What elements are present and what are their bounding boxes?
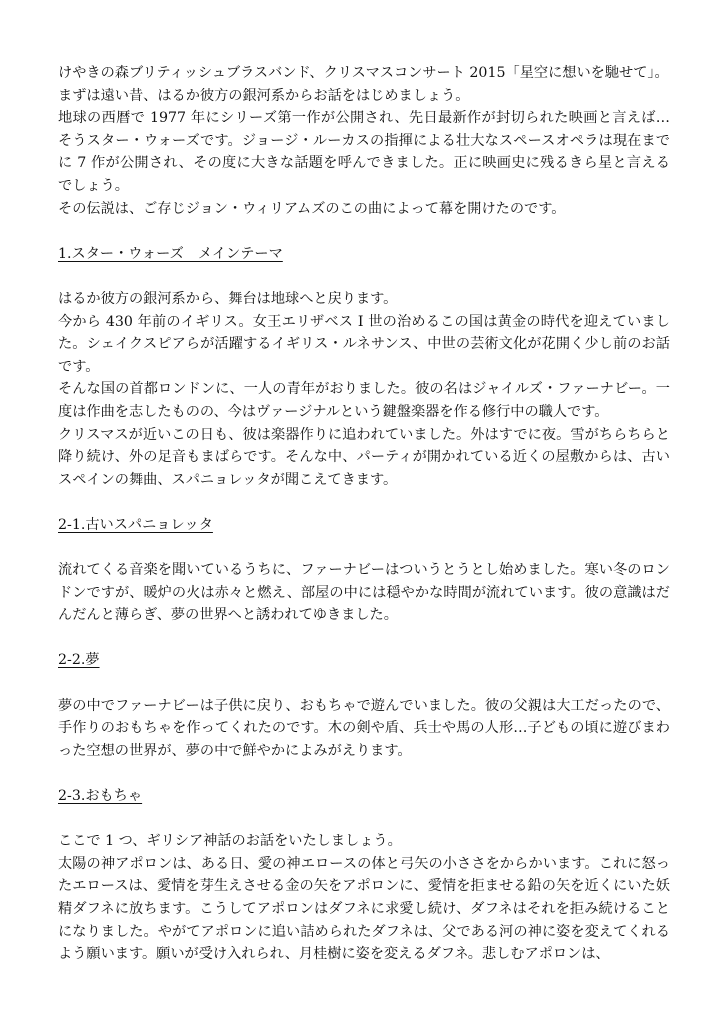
section-1-paragraph-2: 今から 430 年前のイギリス。女王エリザベス I 世の治めるこの国は黄金の時代を迎えていました。シェイクスピアらが活躍するイギリス・ルネサンス、中世の芸術文化が花開く少し前のお話です。 xyxy=(58,313,670,375)
section-2-3-paragraph-2: 太陽の神アポロンは、ある日、愛の神エロースの体と弓矢の小ささをからかいます。これに怒ったエロースは、愛情を芽生えさせる金の矢をアポロンに、愛情を拒ませる鉛の矢を近くにいた妖精ダフネに放ちます。こうしてアポロンはダフネに求愛し続け、ダフネはそれを拒み続けることになりました。やがてアポロンに追い詰められたダフネは、父である河の神に姿を変えてくれるよう願います。願いが受け入れられ、月桂樹に姿を変えるダフネ。悲しむアポロンは、 xyxy=(58,855,670,963)
section-heading-2-2 xyxy=(58,649,670,672)
section-2-3-paragraph-1: ここで 1 つ、ギリシア神話のお話をいたしましょう。 xyxy=(58,833,402,850)
section-heading-2-3 xyxy=(58,785,670,808)
section-1-paragraph-3: そんな国の首都ロンドンに、一人の青年がおりました。彼の名はジャイルズ・ファーナビー。一度は作曲を志したものの、今はヴァージナルという鍵盤楽器を作る修行中の職人です。 xyxy=(58,381,670,420)
section-heading-2-1-text: 2-1.古いスパニョレッタ xyxy=(58,516,213,533)
intro-paragraph-1: けやきの森ブリティッシュブラスバンド、クリスマスコンサート 2015「星空に想いを馳せて」。 xyxy=(58,65,669,81)
section-heading-2-2-text: 2-2.夢 xyxy=(58,652,100,669)
intro-paragraph-2: まずは遠い昔、はるか彼方の銀河系からお話をはじめましょう。 xyxy=(58,87,470,104)
section-1-paragraph-1: はるか彼方の銀河系から、舞台は地球へと戻ります。 xyxy=(58,290,398,307)
section-1-paragraph-4: クリスマスが近いこの日も、彼は楽器作りに追われていました。外はすでに夜。雪がちらちらと降り続け、外の足音もまばらです。そんな中、パーティが開かれている近くの屋敷からは、古いスペインの舞曲、スパニョレッタが聞こえてきます。 xyxy=(58,426,670,488)
section-heading-1 xyxy=(58,243,670,266)
intro-paragraph-3: 地球の西暦で 1977 年にシリーズ第一作が公開され、先日最新作が封切られた映画と言えば…そうスター・ウォーズです。ジョージ・ルーカスの指揮による壮大なスペースオペラは現在までに 7 作が公開され、その度に大きな話題を呼んできました。正に映画史に残るきら星と言えるでしょう。 xyxy=(58,110,670,194)
intro-paragraph-4: その伝説は、ご存じジョン・ウィリアムズのこの曲によって幕を開けたのです。 xyxy=(58,200,566,217)
section-heading-1-text: 1.スター・ウォーズ メインテーマ xyxy=(58,245,283,262)
document-page xyxy=(58,62,670,966)
section-2-2-paragraph-1: 夢の中でファーナビーは子供に戻り、おもちゃで遊んでいました。彼の父親は大工だったので、手作りのおもちゃを作ってくれたのです。木の剣や盾、兵士や馬の人形…子どもの頃に遊びまわった空想の世界が、夢の中で鮮やかによみがえります。 xyxy=(58,697,670,759)
section-heading-2-1 xyxy=(58,514,670,537)
section-2-1-paragraph-1: 流れてくる音楽を聞いているうちに、ファーナビーはついうとうとし始めました。寒い冬のロンドンですが、暖炉の火は赤々と燃え、部屋の中には穏やかな時間が流れています。彼の意識はだんだんと薄らぎ、夢の世界へと誘われてゆきました。 xyxy=(58,562,670,624)
section-heading-2-3-text: 2-3.おもちゃ xyxy=(58,788,143,804)
